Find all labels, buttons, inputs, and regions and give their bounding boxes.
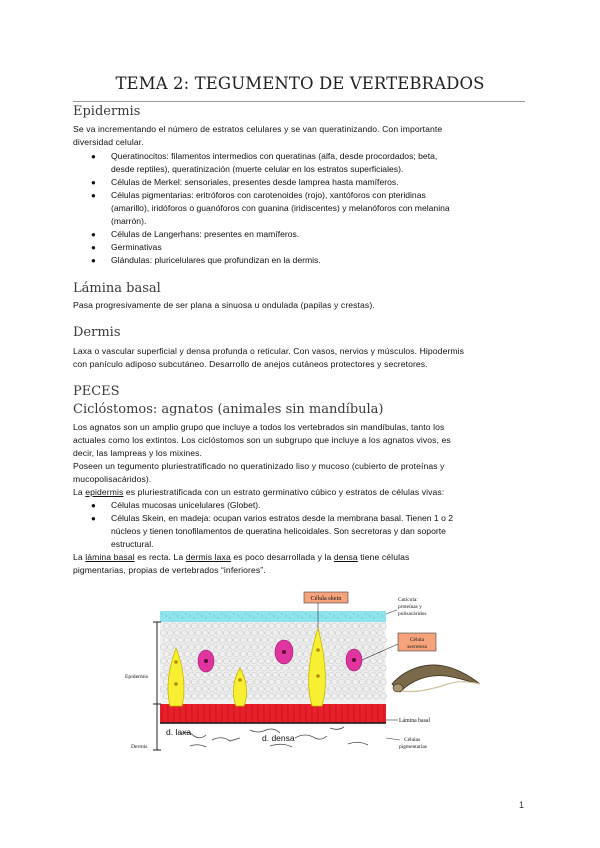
paragraph-epidermis: La epidermis es pluriestratificada con un estrato germinativo cúbico y estratos de células vivas: — [73, 487, 445, 497]
cuticle-dot — [225, 615, 226, 616]
cuticle-dot — [233, 613, 234, 614]
cuticle-dot — [337, 617, 338, 618]
cuticle-dot — [261, 615, 262, 616]
cuticle-layer — [160, 611, 386, 622]
paragraph-lamina-dermis-line-2: pigmentarias, propias de vertebrados “inferiores”. — [73, 565, 266, 575]
heading-epidermis: Epidermis — [73, 104, 141, 119]
cuticle-dot — [325, 617, 326, 618]
cuticle-dot — [273, 615, 274, 616]
bullet-icon: ● — [91, 501, 96, 510]
cuticle-dot — [369, 615, 370, 616]
bullet-icon: ● — [91, 514, 96, 523]
epidermis-label: Epidermis — [125, 674, 148, 680]
celula-secretora-label-line-1: Célula — [409, 637, 425, 643]
dermis-line-1: Laxa o vascular superficial y densa profunda o reticular. Con vasos, nervios y músculos. Hipodermis — [73, 346, 465, 356]
page-number: 1 — [519, 800, 525, 810]
list-item: Células de Langerhans: presentes en mamíferos. — [111, 229, 300, 239]
cuticle-dot — [253, 617, 254, 618]
epidermis-intro-line-2: diversidad celular. — [73, 137, 144, 147]
cuticle-dot — [221, 613, 222, 614]
heading-ciclostomos: Ciclóstomos: agnatos (animales sin mandíbula) — [73, 402, 384, 417]
cuticle-dot — [189, 615, 190, 616]
list-item: Células pigmentarias: eritróforos con carotenoides (rojo), xantóforos con pteridinas (amarillo), iridóforos o guanóforos con guanina (iridiscentes) y melanóforos con melanina (marrón). — [111, 190, 450, 226]
cuticle-dot — [353, 613, 354, 614]
cuticle-dot — [249, 615, 250, 616]
cuticle-dot — [205, 617, 206, 618]
dermis-label: Dermis — [131, 744, 148, 750]
list-item: Células Skein, en madeja: ocupan varios estratos desde la membrana basal. Tienen 1 o 2 núcleos y tienen tonofilamentos de queratina helicoidales. Son secretoras y dan soporte estructural. — [111, 513, 454, 549]
cuticle-dot — [169, 617, 170, 618]
list-item: Germinativas — [111, 242, 162, 252]
cuticle-dot — [281, 613, 282, 614]
cuticula-label-line-3: polisacáridos — [398, 611, 427, 617]
heading-lamina-basal: Lámina basal — [73, 281, 161, 296]
cuticle-dot — [373, 617, 374, 618]
heading-dermis: Dermis — [73, 325, 121, 340]
cuticle-dot — [185, 613, 186, 614]
cuticle-dot — [245, 613, 246, 614]
cuticle-dot — [181, 617, 182, 618]
cuticle-dot — [217, 617, 218, 618]
paragraph-lamina-dermis: La lámina basal es recta. La dermis laxa es poco desarrollada y la densa tiene células — [73, 552, 410, 562]
cuticle-dot — [309, 615, 310, 616]
dermis-line-2: con panículo adiposo subcutáneo. Desarrollo de anejos cutáneos protectores y secretores. — [73, 359, 428, 369]
cuticle-dot — [377, 613, 378, 614]
cuticle-dot — [289, 617, 290, 618]
bullet-icon: ● — [91, 178, 96, 187]
cuticle-dot — [269, 613, 270, 614]
cuticle-dot — [361, 617, 362, 618]
celula-skein-label: Célula skein — [310, 595, 342, 602]
cuticle-dot — [297, 615, 298, 616]
cuticle-dot — [241, 617, 242, 618]
list-item: Células de Merkel: sensoriales, presentes desde lamprea hasta mamíferos. — [111, 177, 399, 187]
bullet-icon: ● — [91, 191, 96, 200]
cuticle-dot — [177, 615, 178, 616]
cuticle-dot — [349, 617, 350, 618]
list-item: Queratinocitos: filamentos intermedios con queratinas (alfa, desde procordados; beta, desde reptiles), queratinización (muerte celular en los estratos superficiales). — [111, 151, 438, 174]
epidermis-intro-line-1: Se va incrementando el número de estratos celulares y se van queratinizando. Con importante — [73, 124, 443, 134]
lamina-basal-text: Pasa progresivamente de ser plana a sinuosa u ondulada (papilas y crestas). — [73, 300, 375, 310]
bullet-icon: ● — [91, 256, 96, 265]
cuticle-dot — [381, 615, 382, 616]
cuticle-dot — [293, 613, 294, 614]
cuticle-dot — [305, 613, 306, 614]
cuticle-dot — [213, 615, 214, 616]
cuticle-dot — [229, 617, 230, 618]
celula-secretora-label-line-2: secretora — [407, 644, 427, 650]
cuticle-dot — [173, 613, 174, 614]
cuticle-dot — [321, 615, 322, 616]
heading-peces: PECES — [73, 384, 120, 399]
cuticle-dot — [209, 613, 210, 614]
cuticle-dot — [301, 617, 302, 618]
cuticle-dot — [237, 615, 238, 616]
bullet-icon: ● — [91, 152, 96, 161]
cuticle-dot — [277, 617, 278, 618]
cuticle-dot — [313, 617, 314, 618]
celulas-pigmentarias-label-line-1: Células — [404, 737, 421, 743]
paragraph-tegumento: Poseen un tegumento pluriestratificado no queratinizado liso y mucoso (cubierto de proteínas y mucopolisacáridos). — [73, 461, 445, 484]
cuticle-dot — [357, 615, 358, 616]
cuticle-dot — [329, 613, 330, 614]
cuticle-dot — [197, 613, 198, 614]
bullet-icon: ● — [91, 230, 96, 239]
cuticula-label-line-2: proteínas y — [398, 604, 422, 610]
list-item: Glándulas: pluricelulares que profundizan en la dermis. — [111, 255, 321, 265]
d-densa-label: d. densa — [262, 733, 295, 743]
cuticula-label-line-1: Cutícula: — [398, 597, 418, 603]
cuticle-dot — [165, 615, 166, 616]
bullet-icon: ● — [91, 243, 96, 252]
cuticle-dot — [285, 615, 286, 616]
cuticle-dot — [345, 615, 346, 616]
basal-red-layer — [160, 704, 386, 723]
cuticle-dot — [365, 613, 366, 614]
page-title: TEMA 2: TEGUMENTO DE VERTEBRADOS — [115, 74, 485, 93]
cuticle-dot — [333, 615, 334, 616]
cuticle-dot — [265, 617, 266, 618]
cuticle-dot — [161, 613, 162, 614]
d-laxa-label: d. laxa — [166, 727, 192, 737]
cuticle-dot — [193, 617, 194, 618]
lamina-basal-label: Lámina basal — [399, 718, 431, 724]
cuticle-dot — [341, 613, 342, 614]
paragraph-agnatos: Los agnatos son un amplio grupo que incluye a todos los vertebrados sin mandíbulas, tanto los actuales como los extintos. Los ciclóstomos son un subgrupo que incluye a los agnatos vivos, es decir, las lampreas y los mixines. — [73, 422, 451, 458]
cuticle-dot — [257, 613, 258, 614]
lamprey-image — [392, 665, 480, 692]
celulas-pigmentarias-label-line-2: pigmentarias — [399, 744, 427, 750]
cuticle-dot — [201, 615, 202, 616]
list-item: Células mucosas unicelulares (Globet). — [111, 500, 261, 510]
